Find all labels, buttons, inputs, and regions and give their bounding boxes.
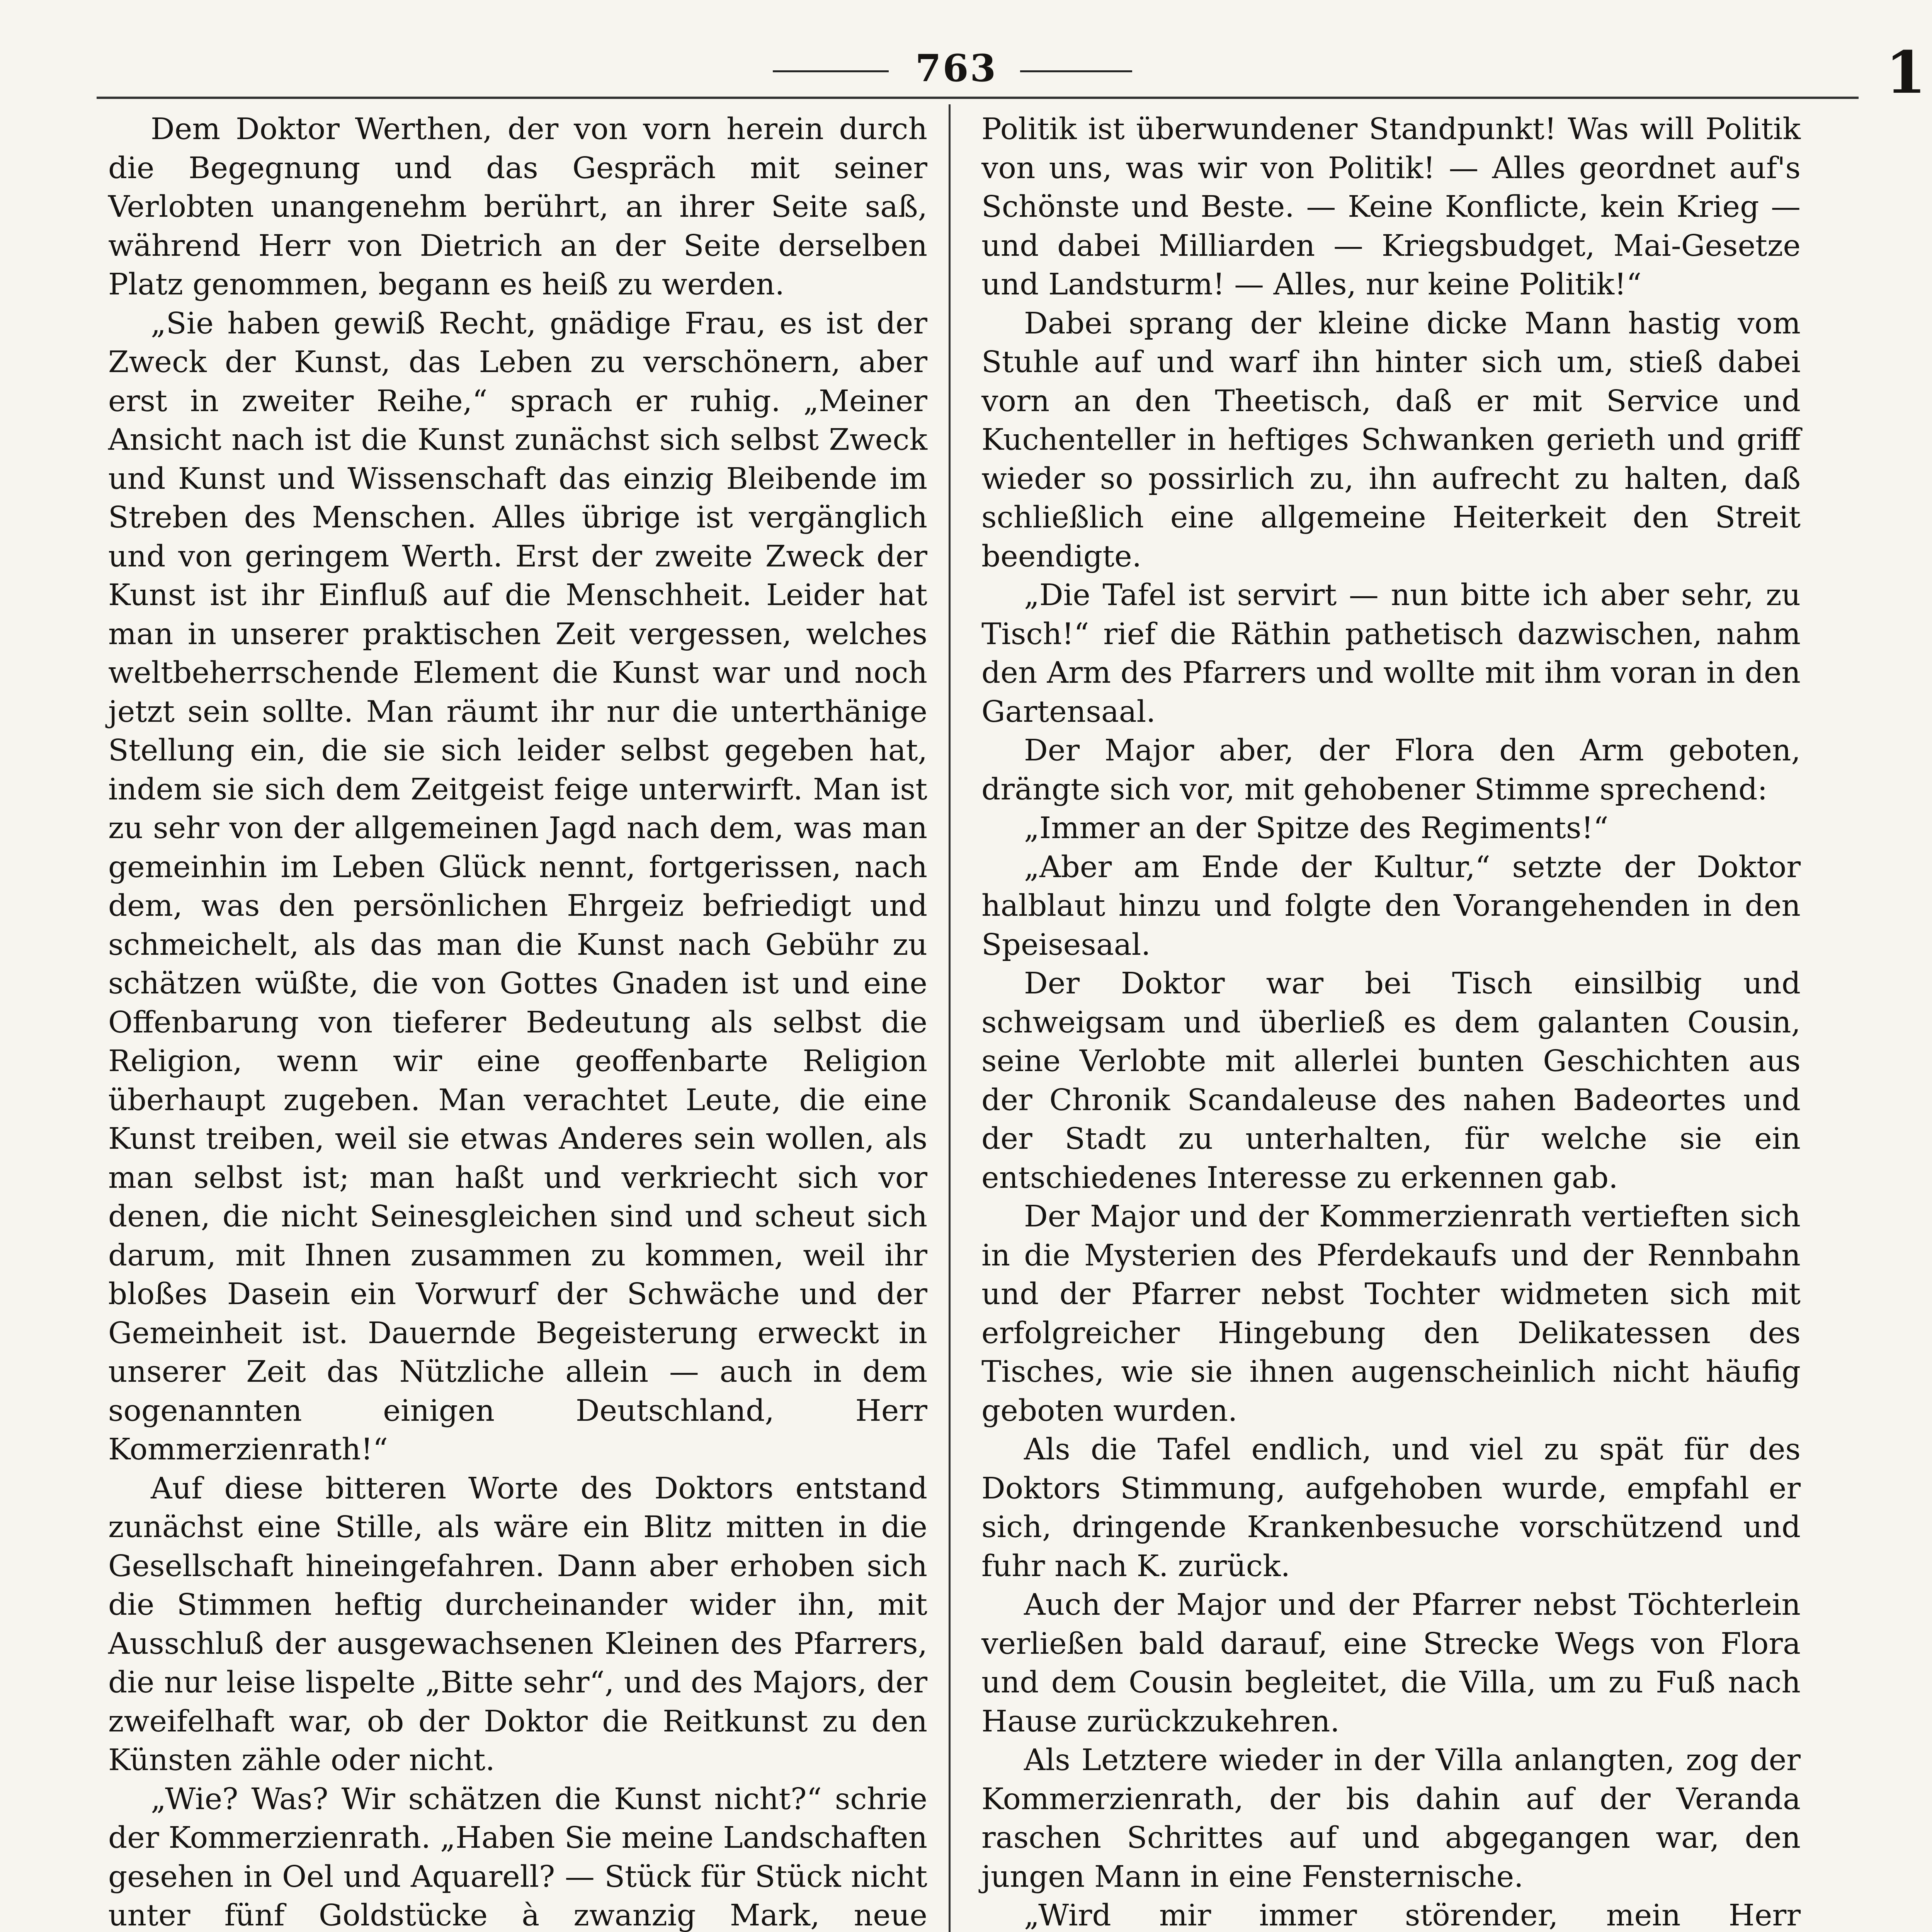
paragraph: Als die Tafel endlich, und viel zu spät für des Doktors Stimmung, aufgehoben wurde, empfahl er sich, dringende Krankenbesuche vorschützend und fuhr nach K. zurück. <box>981 1432 1801 1583</box>
page-header <box>0 46 1932 93</box>
paragraph: „Aber am Ende der Kultur,“ setzte der Doktor halblaut hinzu und folgte den Vorangehenden in den Speisesaal. <box>981 850 1801 962</box>
paragraph: „Die Tafel ist servirt — nun bitte ich aber sehr, zu Tisch!“ rief die Räthin pathetisch dazwischen, nahm den Arm des Pfarrers und wollte mit ihm voran in den Gartensaal. <box>981 578 1801 729</box>
paragraph: Der Major aber, der Flora den Arm geboten, drängte sich vor, mit gehobener Stimme sprechend: <box>981 733 1801 807</box>
paragraph: Auf diese bitteren Worte des Doktors entstand zunächst eine Stille, als wäre ein Blitz mitten in die Gesellschaft hineingefahren. Dann aber erhoben sich die Stimmen heftig durcheinander wider ihn, mit Ausschluß der ausgewachsenen Kleinen des Pfarrers, die nur leise lispelte „Bitte sehr“, und des Majors, der zweifelhaft war, ob der Doktor die Reitkunst zu den Künsten zähle oder nicht. <box>108 1471 927 1777</box>
column-divider <box>949 104 951 1932</box>
paragraph: Politik ist überwundener Standpunkt! Was will Politik von uns, was wir von Politik! — Alles geordnet auf's Schönste und Beste. — Keine Konflicte, kein Krieg — und dabei Milliarden — Kriegsbudget, Mai-Gesetze und Landsturm! — Alles, nur keine Politik!“ <box>981 112 1801 302</box>
left-column <box>108 110 927 1932</box>
paragraph: Auch der Major und der Pfarrer nebst Töchterlein verließen bald darauf, eine Strecke Wegs von Flora und dem Cousin begleitet, die Villa, um zu Fuß nach Hause zurückzukehren. <box>981 1588 1801 1739</box>
page-number: 763 <box>915 46 998 90</box>
paragraph: „Wie? Was? Wir schätzen die Kunst nicht?“ schrie der Kommerzienrath. „Haben Sie meine Landschaften gesehen in Oel und Aquarell? — Stück für Stück nicht unter fünf Goldstücke à zwanzig Mark, neue <box>108 1782 927 1932</box>
corner-mark: 1 <box>1886 39 1926 107</box>
paragraph: „Sie haben gewiß Recht, gnädige Frau, es ist der Zweck der Kunst, das Leben zu verschönern, aber erst in zweiter Reihe,“ sprach er ruhig. „Meiner Ansicht nach ist die Kunst zunächst sich selbst Zweck und Kunst und Wissenschaft das einzig Bleibende im Streben des Menschen. Alles übrige ist vergänglich und von geringem Werth. Erst der zweite Zweck der Kunst ist ihr Einfluß auf die Menschheit. Leider hat man in unserer praktischen Zeit vergessen, welches weltbeherrschende Element die Kunst war und noch jetzt sein sollte. Man räumt ihr nur die unterthänige Stellung ein, die sie sich leider selbst gegeben hat, indem sie sich dem Zeitgeist feige unterwirft. Man ist zu sehr von der allgemeinen Jagd nach dem, was man gemeinhin im Leben Glück nennt, fortgerissen, nach dem, was den persönlichen Ehrgeiz befriedigt und schmeichelt, als das man die Kunst nach Gebühr zu schätzen wüßte, die von Gottes Gnaden ist und eine Offenbarung von tieferer Bedeutung als selbst die Religion, wenn wir eine geoffenbarte Religion überhaupt zugeben. Man verachtet Leute, die eine Kunst treiben, weil sie etwas Anderes sein wollen, als man selbst ist; man haßt und verkriecht sich vor denen, die nicht Seinesgleichen sind und scheut sich darum, mit Ihnen zusammen zu kommen, weil ihr bloßes Dasein ein Vorwurf der Schwäche und der Gemeinheit ist. Dauernde Begeisterung erweckt in unserer Zeit das Nützliche allein — auch in dem sogenannten einigen Deutschland, Herr Kommerzienrath!“ <box>108 306 927 1467</box>
paragraph: „Wird mir immer störender, mein Herr <box>1024 1898 1801 1932</box>
paragraph: „Immer an der Spitze des Regiments!“ <box>1024 811 1609 845</box>
paragraph: Der Major und der Kommerzienrath vertieften sich in die Mysterien des Pferdekaufs und der Rennbahn und der Pfarrer nebst Tochter widmeten sich mit erfolgreicher Hingebung den Delikatessen des Tisches, wie sie ihnen augenscheinlich nicht häufig geboten wurden. <box>981 1199 1801 1428</box>
paragraph: Dem Doktor Werthen, der von vorn herein durch die Begegnung und das Gespräch mit seiner Verlobten unangenehm berührt, an ihrer Seite saß, während Herr von Dietrich an der Seite derselben Platz genommen, begann es heiß zu werden. <box>108 112 927 302</box>
header-rule-right <box>1020 70 1132 72</box>
right-column <box>981 110 1801 1932</box>
paragraph: Dabei sprang der kleine dicke Mann hastig vom Stuhle auf und warf ihn hinter sich um, stieß dabei vorn an den Theetisch, daß er mit Service und Kuchenteller in heftiges Schwanken gerieth und griff wieder so possirlich zu, ihn aufrecht zu halten, daß schließlich eine allgemeine Heiterkeit den Streit beendigte. <box>981 306 1801 574</box>
header-rule-left <box>773 70 889 72</box>
top-rule <box>97 97 1859 99</box>
paragraph: Als Letztere wieder in der Villa anlangten, zog der Kommerzienrath, der bis dahin auf der Veranda raschen Schrittes auf und abgegangen war, den jungen Mann in eine Fensternische. <box>981 1743 1801 1894</box>
paragraph: Der Doktor war bei Tisch einsilbig und schweigsam und überließ es dem galanten Cousin, seine Verlobte mit allerlei bunten Geschichten aus der Chronik Scandaleuse des nahen Badeortes und der Stadt zu unterhalten, für welche sie ein entschiedenes Interesse zu erkennen gab. <box>981 966 1801 1195</box>
